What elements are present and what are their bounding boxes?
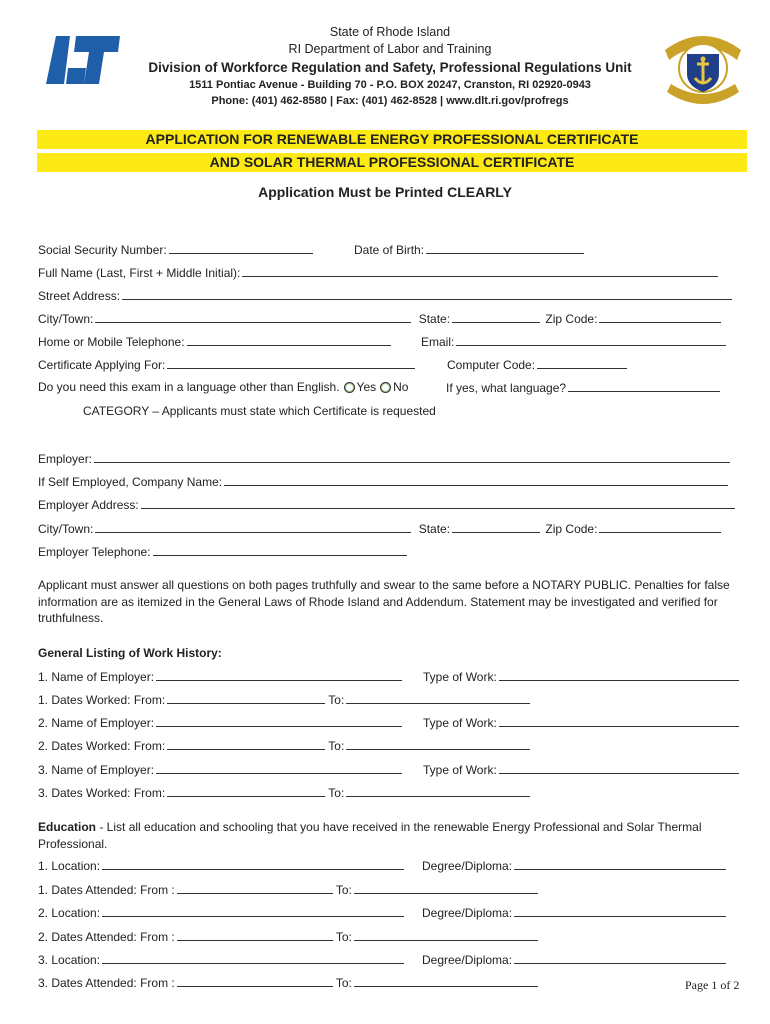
degree-label: Degree/Diploma: (422, 953, 513, 967)
employer-phone-field[interactable] (153, 543, 407, 556)
type-of-work-field-1[interactable] (499, 668, 739, 681)
work-name-label: 2. Name of Employer: (38, 716, 155, 730)
dob-field[interactable] (426, 241, 584, 254)
employer-phone-label: Employer Telephone: (38, 545, 151, 559)
phone-row (38, 333, 391, 350)
phone-label: Home or Mobile Telephone: (38, 335, 185, 349)
self-employed-field[interactable] (224, 473, 728, 486)
type-of-work-field-3[interactable] (499, 761, 739, 774)
ssn-field[interactable] (169, 241, 313, 254)
work-to-field-3[interactable] (346, 784, 530, 797)
work-name-row-3 (38, 761, 402, 778)
employer-name-field-1[interactable] (156, 668, 402, 681)
state-label: State: (418, 312, 451, 326)
employer-name-field-2[interactable] (156, 714, 402, 727)
cert-field[interactable] (167, 356, 415, 369)
work-type-row-1 (423, 668, 739, 685)
city-row (38, 310, 721, 327)
work-from-field-2[interactable] (167, 737, 325, 750)
work-name-row-1 (38, 668, 402, 685)
to-label: To: (335, 883, 352, 897)
page-number: Page 1 of 2 (685, 978, 740, 992)
dob-row (354, 241, 584, 258)
employer-zip-label: Zip Code: (545, 522, 598, 536)
to-label: To: (328, 693, 345, 707)
location-field-3[interactable] (102, 951, 404, 964)
work-name-label: 3. Name of Employer: (38, 763, 155, 777)
computer-code-label: Computer Code: (447, 358, 536, 372)
work-name-label: 1. Name of Employer: (38, 670, 155, 684)
edu-from-field-3[interactable] (177, 974, 333, 987)
city-label: City/Town: (38, 312, 94, 326)
work-dates-label: 2. Dates Worked: From: (38, 739, 166, 753)
degree-field-2[interactable] (514, 904, 726, 917)
edu-degree-row-2 (422, 904, 726, 921)
type-of-work-label: Type of Work: (423, 670, 497, 684)
cert-label: Certificate Applying For: (38, 358, 166, 372)
type-of-work-label: Type of Work: (423, 716, 497, 730)
email-row (421, 333, 726, 350)
to-label: To: (328, 786, 345, 800)
edu-from-field-2[interactable] (177, 928, 333, 941)
employer-row (38, 450, 730, 467)
edu-degree-row-3 (422, 951, 726, 968)
location-field-2[interactable] (102, 904, 404, 917)
edu-from-field-1[interactable] (177, 881, 333, 894)
state-seal (657, 20, 749, 112)
full-name-label: Full Name (Last, First + Middle Initial): (38, 266, 241, 280)
header-state: State of Rhode Island (329, 25, 451, 39)
work-to-field-2[interactable] (346, 737, 530, 750)
language-which-row (446, 379, 720, 396)
location-label: 1. Location: (38, 859, 101, 873)
full-name-row (38, 264, 718, 281)
street-field[interactable] (122, 287, 732, 300)
employer-address-label: Employer Address: (38, 498, 139, 512)
language-row (38, 379, 408, 395)
edu-dates-label: 3. Dates Attended: From : (38, 976, 175, 990)
employer-address-row (38, 496, 735, 513)
education-text: - List all education and schooling that you have received in the renewable Energy Professional and Solar Thermal Professional. (38, 820, 702, 851)
title-line-2: AND SOLAR THERMAL PROFESSIONAL CERTIFICATE (37, 153, 747, 172)
yes-radio[interactable] (344, 382, 355, 393)
type-of-work-label: Type of Work: (423, 763, 497, 777)
edu-location-row-1 (38, 857, 404, 874)
edu-dates-row-3 (38, 974, 538, 991)
header-address: 1511 Pontiac Avenue - Building 70 - P.O. BOX 20247, Cranston, RI 02920-0943 (189, 79, 591, 91)
employer-state-field[interactable] (452, 520, 540, 533)
employer-address-field[interactable] (141, 496, 735, 509)
subtitle: Application Must be Printed CLEARLY (258, 184, 512, 200)
language-which-label: If yes, what language? (446, 381, 567, 395)
education-heading: Education (38, 820, 97, 834)
category-note: CATEGORY – Applicants must state which Certificate is requested (83, 404, 436, 418)
header-contact: Phone: (401) 462-8580 | Fax: (401) 462-8528 | www.dlt.ri.gov/profregs (211, 95, 569, 107)
work-type-row-3 (423, 761, 739, 778)
type-of-work-field-2[interactable] (499, 714, 739, 727)
to-label: To: (335, 930, 352, 944)
email-label: Email: (421, 335, 455, 349)
edu-location-row-3 (38, 951, 404, 968)
no-radio[interactable] (380, 382, 391, 393)
employer-label: Employer: (38, 452, 93, 466)
location-field-1[interactable] (102, 857, 404, 870)
language-which-field[interactable] (568, 379, 720, 392)
zip-field[interactable] (599, 310, 721, 323)
work-dates-label: 1. Dates Worked: From: (38, 693, 166, 707)
header-department: RI Department of Labor and Training (288, 42, 492, 56)
location-label: 2. Location: (38, 906, 101, 920)
degree-field-3[interactable] (514, 951, 726, 964)
employer-field[interactable] (94, 450, 730, 463)
street-row (38, 287, 732, 304)
letterhead (130, 24, 650, 109)
employer-city-label: City/Town: (38, 522, 94, 536)
email-field[interactable] (456, 333, 726, 346)
work-dates-row-3 (38, 784, 530, 801)
edu-to-field-1[interactable] (354, 881, 538, 894)
dlt-logo (42, 30, 120, 90)
city-field[interactable] (95, 310, 411, 323)
edu-dates-label: 2. Dates Attended: From : (38, 930, 175, 944)
employer-city-row (38, 520, 721, 537)
edu-dates-label: 1. Dates Attended: From : (38, 883, 175, 897)
degree-field-1[interactable] (514, 857, 726, 870)
work-dates-row-2 (38, 737, 530, 754)
edu-degree-row-1 (422, 857, 726, 874)
self-employed-label: If Self Employed, Company Name: (38, 475, 223, 489)
work-history-heading: General Listing of Work History: (38, 646, 222, 660)
zip-label: Zip Code: (545, 312, 598, 326)
yes-label: Yes (356, 380, 377, 394)
work-name-row-2 (38, 714, 402, 731)
to-label: To: (328, 739, 345, 753)
ssn-label: Social Security Number: (38, 243, 167, 257)
employer-state-label: State: (418, 522, 451, 536)
employer-phone-row (38, 543, 407, 560)
full-name-field[interactable] (242, 264, 718, 277)
education-intro (38, 819, 748, 852)
title-line-1: APPLICATION FOR RENEWABLE ENERGY PROFESSIONAL CERTIFICATE (37, 130, 747, 149)
edu-location-row-2 (38, 904, 404, 921)
no-label: No (393, 380, 409, 394)
phone-field[interactable] (187, 333, 391, 346)
edu-to-field-3[interactable] (354, 974, 538, 987)
work-dates-label: 3. Dates Worked: From: (38, 786, 166, 800)
employer-name-field-3[interactable] (156, 761, 402, 774)
header-division: Division of Workforce Regulation and Safety, Professional Regulations Unit (148, 60, 632, 75)
language-question: Do you need this exam in a language other than English. (38, 380, 340, 394)
cert-row (38, 356, 415, 373)
employer-zip-field[interactable] (599, 520, 721, 533)
edu-dates-row-2 (38, 928, 538, 945)
self-employed-row (38, 473, 728, 490)
dob-label: Date of Birth: (354, 243, 425, 257)
employer-city-field[interactable] (95, 520, 411, 533)
work-to-field-1[interactable] (346, 691, 530, 704)
degree-label: Degree/Diploma: (422, 859, 513, 873)
to-label: To: (335, 976, 352, 990)
work-from-field-3[interactable] (167, 784, 325, 797)
location-label: 3. Location: (38, 953, 101, 967)
notary-statement: Applicant must answer all questions on both pages truthfully and swear to the same before a NOTARY PUBLIC. Penalties for false information are as itemized in the General Laws of Rhode Island and Addendum. Statement may be investigated and verified for truthfulness. (38, 578, 730, 625)
ssn-row (38, 241, 313, 258)
work-dates-row-1 (38, 691, 530, 708)
state-field[interactable] (452, 310, 540, 323)
computer-code-row (447, 356, 627, 373)
work-from-field-1[interactable] (167, 691, 325, 704)
edu-to-field-2[interactable] (354, 928, 538, 941)
edu-dates-row-1 (38, 881, 538, 898)
street-label: Street Address: (38, 289, 121, 303)
degree-label: Degree/Diploma: (422, 906, 513, 920)
computer-code-field[interactable] (537, 356, 627, 369)
work-type-row-2 (423, 714, 739, 731)
